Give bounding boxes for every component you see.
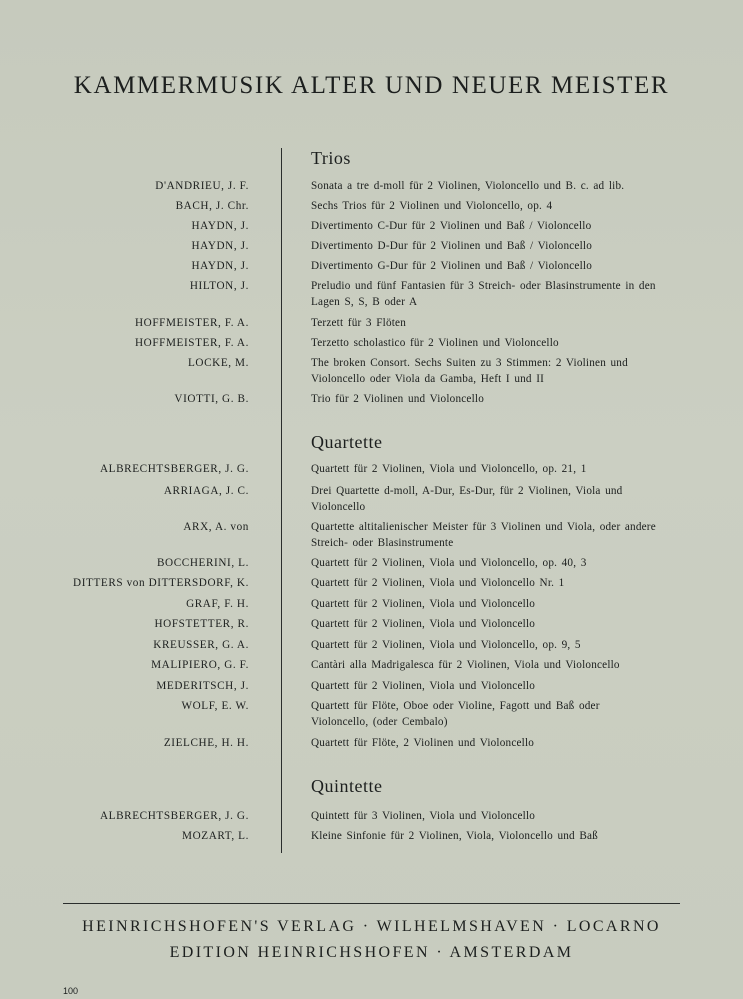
work-title: Sechs Trios für 2 Violinen und Violoncello, op. 4 xyxy=(311,200,553,212)
composer-name: HILTON, J. xyxy=(189,280,249,292)
footer-rule xyxy=(63,903,680,904)
composer-name: HAYDN, J. xyxy=(191,240,249,252)
publisher-line: HEINRICHSHOFEN'S VERLAG · WILHELMSHAVEN · LOCARNO xyxy=(82,918,661,935)
work-title: Cantàri alla Madrigalesca für 2 Violinen, Viola und Violoncello xyxy=(311,659,620,671)
work-title: Quartett für 2 Violinen, Viola und Violoncello xyxy=(311,680,536,692)
composer-name: MEDERITSCH, J. xyxy=(156,680,249,692)
work-title: Quartett für Flöte, Oboe oder Violine, Fagott und Baß oder Violoncello, (oder Cembalo) xyxy=(311,700,600,728)
composer-name: HAYDN, J. xyxy=(191,260,249,272)
work-title: Trio für 2 Violinen und Violoncello xyxy=(311,393,484,405)
work-title: Divertimento C-Dur für 2 Violinen und Baß / Violoncello xyxy=(311,220,592,232)
work-title: Quartett für 2 Violinen, Viola und Violoncello xyxy=(311,598,536,610)
composer-name: ARRIAGA, J. C. xyxy=(163,485,249,497)
composer-name: D'ANDRIEU, J. F. xyxy=(155,180,249,192)
composer-name: DITTERS von DITTERSDORF, K. xyxy=(73,577,249,589)
composer-name: ALBRECHTSBERGER, J. G. xyxy=(99,463,249,475)
composer-name: GRAF, F. H. xyxy=(186,598,249,610)
work-title: Quartette altitalienischer Meister für 3 Violinen und Viola, oder andere Streich- oder Blasinstrumente xyxy=(311,521,656,549)
work-title: Sonata a tre d-moll für 2 Violinen, Violoncello und B. c. ad lib. xyxy=(311,180,625,192)
work-title: Quartett für Flöte, 2 Violinen und Violoncello xyxy=(311,737,535,749)
work-title: Divertimento G-Dur für 2 Violinen und Baß / Violoncello xyxy=(311,260,592,272)
work-title: Terzett für 3 Flöten xyxy=(311,317,407,329)
work-title: Terzetto scholastico für 2 Violinen und Violoncello xyxy=(311,337,559,349)
work-title: Divertimento D-Dur für 2 Violinen und Baß / Violoncello xyxy=(311,240,592,252)
composer-name: LOCKE, M. xyxy=(187,357,249,369)
work-title: Quintett für 3 Violinen, Viola und Violoncello xyxy=(311,810,536,822)
composer-name: HAYDN, J. xyxy=(191,220,249,232)
composer-name: ARX, A. von xyxy=(183,521,249,533)
section-heading-quintette: Quintette xyxy=(311,776,383,796)
composer-name: ALBRECHTSBERGER, J. G. xyxy=(99,810,249,822)
work-title: Quartett für 2 Violinen, Viola und Violoncello Nr. 1 xyxy=(311,577,565,589)
work-title: Quartett für 2 Violinen, Viola und Violoncello xyxy=(311,618,536,630)
section-heading-trios: Trios xyxy=(311,148,351,168)
work-title: The broken Consort. Sechs Suiten zu 3 Stimmen: 2 Violinen und Violoncello oder Viola da Gamba, Heft I und II xyxy=(311,357,628,385)
composer-name: HOFFMEISTER, F. A. xyxy=(134,337,249,349)
composer-name: MOZART, L. xyxy=(182,830,249,842)
page-number: 100 xyxy=(63,986,79,996)
composer-name: BOCCHERINI, L. xyxy=(157,557,249,569)
edition-line: EDITION HEINRICHSHOFEN · AMSTERDAM xyxy=(169,944,574,961)
composer-name: BACH, J. Chr. xyxy=(175,200,249,212)
column-divider xyxy=(281,148,282,853)
section-heading-quartette: Quartette xyxy=(311,432,383,452)
composer-name: HOFFMEISTER, F. A. xyxy=(134,317,249,329)
work-title: Drei Quartette d-moll, A-Dur, Es-Dur, für 2 Violinen, Viola und Violoncello xyxy=(311,485,623,513)
composer-name: HOFSTETTER, R. xyxy=(154,618,249,630)
work-title: Preludio und fünf Fantasien für 3 Streich- oder Blasinstrumente in den Lagen S, S, B oder A xyxy=(311,280,656,308)
work-title: Quartett für 2 Violinen, Viola und Violoncello, op. 40, 3 xyxy=(311,557,587,569)
composer-name: ZIELCHE, H. H. xyxy=(163,737,249,749)
work-title: Quartett für 2 Violinen, Viola und Violoncello, op. 9, 5 xyxy=(311,639,581,651)
composer-name: WOLF, E. W. xyxy=(181,700,249,712)
composer-name: VIOTTI, G. B. xyxy=(174,393,249,405)
composer-name: KREUSSER, G. A. xyxy=(153,639,249,651)
work-title: Quartett für 2 Violinen, Viola und Violoncello, op. 21, 1 xyxy=(311,463,587,475)
composer-name: MALIPIERO, G. F. xyxy=(151,659,249,671)
work-title: Kleine Sinfonie für 2 Violinen, Viola, Violoncello und Baß xyxy=(311,830,598,842)
page-title: KAMMERMUSIK ALTER UND NEUER MEISTER xyxy=(73,72,670,99)
